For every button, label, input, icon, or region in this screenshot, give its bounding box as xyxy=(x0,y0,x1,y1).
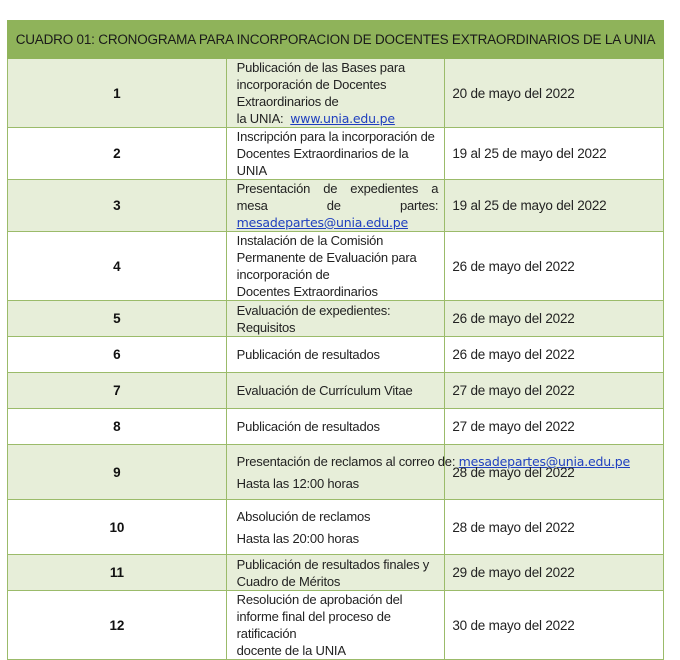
activity-subtext: Hasta las 20:00 horas xyxy=(236,530,359,546)
row-number: 12 xyxy=(8,591,227,660)
activity-text: Publicación de las Bases para incorporación de Docentes Extraordinarios de xyxy=(236,60,406,109)
date-cell: 26 de mayo del 2022 xyxy=(445,232,664,301)
date-cell: 20 de mayo del 2022 xyxy=(445,59,664,128)
table-row xyxy=(8,409,664,445)
date-cell: 28 de mayo del 2022 xyxy=(445,445,664,500)
table-row xyxy=(8,301,664,337)
table-header-row xyxy=(8,21,664,59)
table-row xyxy=(8,59,664,128)
activity-text: Presentación de expedientes a mesa de partes: xyxy=(236,181,439,213)
table-row xyxy=(8,591,664,660)
date-cell: 19 al 25 de mayo del 2022 xyxy=(445,128,664,180)
activity-text: Instalación de la Comisión Permanente de Evaluación para incorporación de xyxy=(236,233,417,282)
row-number: 1 xyxy=(8,59,227,128)
activity-text: Resolución de aprobación del informe final del proceso de ratificación xyxy=(236,592,403,641)
table-row xyxy=(8,445,664,500)
date-cell: 27 de mayo del 2022 xyxy=(445,373,664,409)
activity-cell xyxy=(226,500,445,555)
date-cell: 26 de mayo del 2022 xyxy=(445,337,664,373)
date-cell: 29 de mayo del 2022 xyxy=(445,555,664,591)
website-link[interactable]: www.unia.edu.pe xyxy=(290,111,395,126)
table-row xyxy=(8,373,664,409)
row-number: 3 xyxy=(8,180,227,232)
date-cell: 26 de mayo del 2022 xyxy=(445,301,664,337)
activity-cell: Evaluación de Currículum Vitae xyxy=(226,373,445,409)
row-number: 10 xyxy=(8,500,227,555)
table-row xyxy=(8,180,664,232)
row-number: 6 xyxy=(8,337,227,373)
row-number: 4 xyxy=(8,232,227,301)
email-link[interactable]: mesadepartes@unia.edu.pe xyxy=(236,215,408,230)
table-row xyxy=(8,500,664,555)
table-row xyxy=(8,337,664,373)
activity-text: Docentes Extraordinarios xyxy=(236,284,378,299)
date-cell: 28 de mayo del 2022 xyxy=(445,500,664,555)
activity-cell xyxy=(226,180,445,232)
activity-cell xyxy=(226,59,445,128)
activity-cell: Evaluación de expedientes: Requisitos xyxy=(226,301,445,337)
activity-text: la UNIA: xyxy=(236,111,291,126)
activity-cell xyxy=(226,232,445,301)
activity-cell xyxy=(226,591,445,660)
date-cell: 30 de mayo del 2022 xyxy=(445,591,664,660)
table-row xyxy=(8,128,664,180)
table-row xyxy=(8,232,664,301)
table-title: CUADRO 01: CRONOGRAMA PARA INCORPORACION DE DOCENTES EXTRAORDINARIOS DE LA UNIA xyxy=(8,21,664,59)
row-number: 9 xyxy=(8,445,227,500)
activity-subtext: Hasta las 12:00 horas xyxy=(236,475,359,491)
row-number: 8 xyxy=(8,409,227,445)
email-link[interactable]: mesadepartes@unia.edu.pe xyxy=(458,453,630,469)
row-number: 11 xyxy=(8,555,227,591)
activity-text: Absolución de reclamos xyxy=(236,508,371,524)
row-number: 5 xyxy=(8,301,227,337)
activity-text: Presentación de reclamos al correo de: xyxy=(236,453,459,469)
activity-cell: Inscripción para la incorporación de Docentes Extraordinarios de la UNIA xyxy=(226,128,445,180)
activity-cell: Publicación de resultados xyxy=(226,337,445,373)
date-cell: 19 al 25 de mayo del 2022 xyxy=(445,180,664,232)
activity-cell: Publicación de resultados finales y Cuadro de Méritos xyxy=(226,555,445,591)
schedule-table xyxy=(7,20,664,660)
activity-cell: Publicación de resultados xyxy=(226,409,445,445)
row-number: 7 xyxy=(8,373,227,409)
date-cell: 27 de mayo del 2022 xyxy=(445,409,664,445)
activity-text: docente de la UNIA xyxy=(236,643,346,658)
row-number: 2 xyxy=(8,128,227,180)
